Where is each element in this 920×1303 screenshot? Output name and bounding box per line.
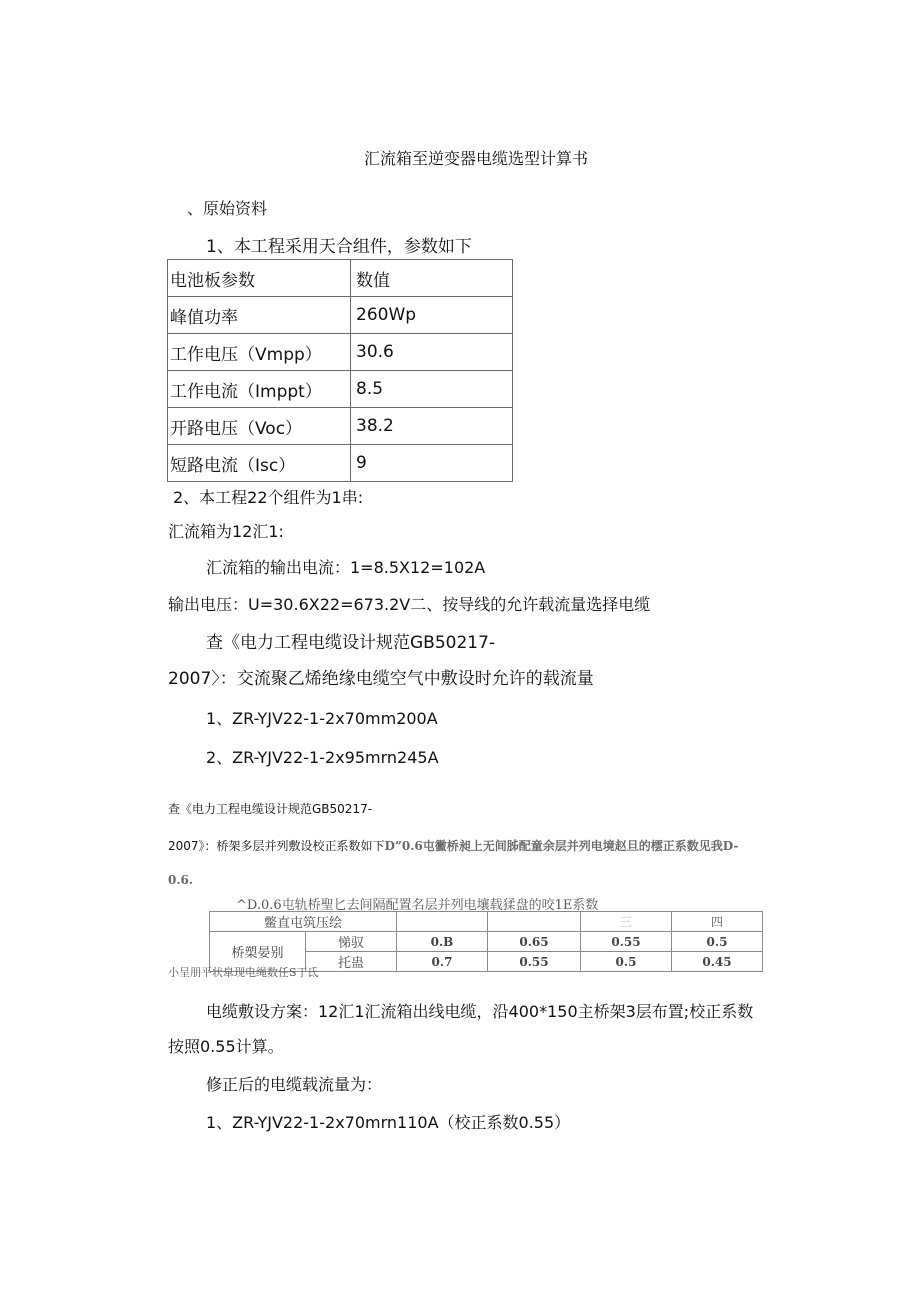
output-voltage-text: 输出电压：U=30.6X22=673.2V二、按导线的允许载流量选择电缆 [168,595,651,614]
params-row [168,371,513,408]
correction-header-col-3: 三 [581,912,672,932]
correction-header-col-4: 四 [672,912,763,932]
param-name-cell: 开路电压（Voc） [168,408,351,445]
reference-2-line-2b: D”0.6屯黴桥昶上无间胏配童余层并列电境赵旦的橒正系数见我D- [384,839,739,853]
correction-row [210,932,763,952]
corrected-cable-1: 1、ZR-YJV22-1-2x70mrn110A（校正系数0.55） [206,1113,571,1132]
correction-cell: 0.55 [488,952,581,972]
reference-1-line-1: 查《电力工程电缆设计规范GB50217- [206,633,496,653]
panel-params-table [167,259,513,482]
correction-header-col-1 [397,912,488,932]
params-row [168,445,513,482]
param-name-cell: 工作电压（Vmpp） [168,334,351,371]
param-name-cell: 峰值功率 [168,297,351,334]
param-value-cell: 30.6 [351,334,513,371]
cable-option-2: 2、ZR-YJV22-1-2x95mrn245A [206,748,439,767]
correction-cell: 0.5 [581,952,672,972]
correction-header-row [210,912,763,932]
correction-header-col-2 [488,912,581,932]
correction-row-type: 托蛊 [306,952,397,972]
correction-table-caption: ^D.0.6屯轨桥聖匕去间隔配置名层并列电壤载猱盘的咬1E系数 [236,898,599,913]
param-value-cell: 8.5 [351,371,513,408]
combiner-text: 汇流箱为12汇1: [168,522,284,541]
cable-scheme-line-2: 按照0.55计算。 [168,1037,284,1056]
correction-cell: 0.5 [672,932,763,952]
reference-1-line-2: 2007〉：交流聚乙烯绝缘电缆空气中敷设时允许的载流量 [168,669,594,689]
correction-header-label: 鳖直屯筑压绘 [210,912,397,932]
correction-cell: 0.7 [397,952,488,972]
reference-2-line-2a: 2007》：桥架多层并列敷设校正系数如下 [168,839,385,853]
corrected-capacity-title: 修正后的电缆载流量为： [206,1075,383,1094]
param-name-cell: 工作电流（Imppt） [168,371,351,408]
param-value-cell: 38.2 [351,408,513,445]
param-value-cell: 260Wp [351,297,513,334]
params-row [168,297,513,334]
correction-group-label: 桥槊晏别 [210,932,306,972]
params-header-cell: 电池板参数 [168,260,351,297]
section-heading-raw-data: 、原始资料 [187,199,268,218]
output-current-text: 汇流箱的输出电流：1=8.5X12=102A [206,558,486,577]
cable-scheme-line-1: 电缆敷设方案：12汇1汇流箱出线电缆，沿400*150主桥架3层布置;校正系数 [206,1002,754,1021]
param-name-cell: 短路电流（Isc） [168,445,351,482]
correction-cell: 0.B [397,932,488,952]
params-row [168,334,513,371]
params-row [168,408,513,445]
reference-2-line-3: 0.6. [168,873,194,887]
params-header-cell: 数值 [351,260,513,297]
item-2-text: 2、本工程22个组件为1串: [173,488,364,507]
correction-cell: 0.45 [672,952,763,972]
param-value-cell: 9 [351,445,513,482]
cable-option-1: 1、ZR-YJV22-1-2x70mm200A [206,709,438,728]
correction-row-type: 悌驭 [306,932,397,952]
item-1-text: 1、本工程采用天合组件，参数如下 [206,237,472,257]
document-title: 汇流箱至逆变器电缆选型计算书 [364,149,589,168]
correction-table-note: 小呈朋平状皐现电绳数任S丁氐 [168,966,319,979]
params-header-row [168,260,513,297]
reference-2-line-2 [168,837,738,854]
correction-cell: 0.55 [581,932,672,952]
reference-2-line-1: 查《电力工程电缆设计规范GB50217- [168,802,373,816]
correction-cell: 0.65 [488,932,581,952]
correction-factor-table [209,911,763,972]
